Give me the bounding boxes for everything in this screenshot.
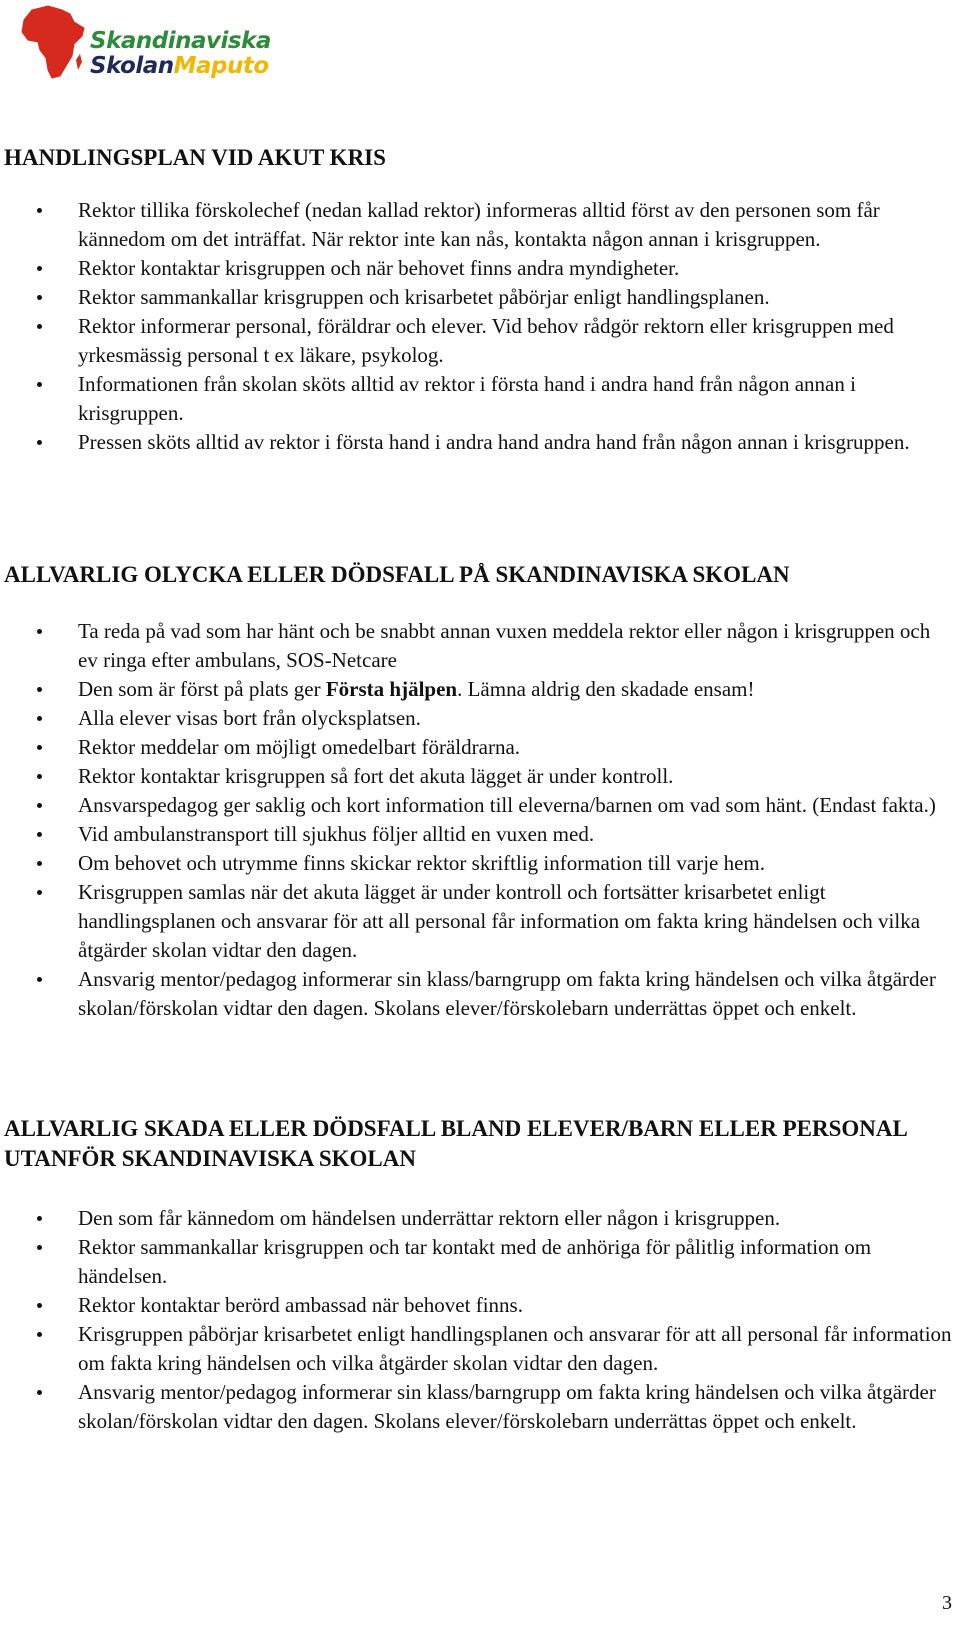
school-logo	[18, 4, 271, 84]
list-item-text-post: . Lämna aldrig den skadade ensam!	[457, 677, 755, 701]
first-aid-emphasis: Första hjälpen	[325, 677, 458, 701]
list-item-text: Krisgruppen samlas när det akuta lägget är under kontroll och fortsätter krisarbetet enligt handlingsplanen och ansvarar för att all personal får information om fakta kring händelsen och vilka åtgärder skolan vidtar den dagen.	[78, 880, 921, 962]
bullet-icon	[37, 1332, 42, 1337]
list-item	[0, 196, 952, 254]
list-item	[0, 878, 952, 965]
list-handlingsplan	[0, 196, 952, 457]
page-number: 3	[942, 1592, 952, 1614]
logo-text-line1: Skandinaviska	[90, 28, 271, 54]
bullet-icon	[37, 1303, 42, 1308]
heading-olycka-skolan: ALLVARLIG OLYCKA ELLER DÖDSFALL PÅ SKANDINAVISKA SKOLAN	[4, 562, 790, 587]
list-item	[0, 791, 952, 820]
list-item	[0, 1291, 952, 1320]
list-item-text: Ansvarig mentor/pedagog informerar sin klass/barngrupp om fakta kring händelsen och vilka åtgärder skolan/förskolan vidtar den dagen. Skolans elever/förskolebarn underrättas öppet och enkelt.	[78, 967, 936, 1020]
list-item	[0, 704, 952, 733]
list-item-text: Ta reda på vad som har hänt och be snabbt annan vuxen meddela rektor eller någon i krisgruppen och ev ringa efter ambulans, SOS-Netcare	[78, 619, 931, 672]
bullet-icon	[37, 687, 42, 692]
bullet-icon	[37, 1245, 42, 1250]
list-item	[0, 254, 952, 283]
list-item	[0, 617, 952, 675]
bullet-icon	[37, 295, 42, 300]
list-item	[0, 820, 952, 849]
list-item-text: Rektor meddelar om möjligt omedelbart föräldrarna.	[78, 735, 521, 759]
list-item-text: Om behovet och utrymme finns skickar rektor skriftlig information till varje hem.	[78, 851, 766, 875]
list-item-text: Pressen sköts alltid av rektor i första hand i andra hand andra hand från någon annan i krisgruppen.	[78, 430, 910, 454]
bullet-icon	[37, 832, 42, 837]
list-item	[0, 283, 952, 312]
bullet-icon	[37, 382, 42, 387]
bullet-icon	[37, 774, 42, 779]
list-item	[0, 1204, 952, 1233]
list-item-text: Rektor kontaktar berörd ambassad när behovet finns.	[78, 1293, 523, 1317]
bullet-icon	[37, 629, 42, 634]
list-item	[0, 965, 952, 1023]
list-item-text: Ansvarspedagog ger saklig och kort information till eleverna/barnen om vad som hänt. (Endast fakta.)	[78, 793, 936, 817]
bullet-icon	[37, 890, 42, 895]
list-item	[0, 370, 952, 428]
list-item-text: Informationen från skolan sköts alltid av rektor i första hand i andra hand från någon annan i krisgruppen.	[78, 372, 856, 425]
list-item-text: Ansvarig mentor/pedagog informerar sin klass/barngrupp om fakta kring händelsen och vilka åtgärder skolan/förskolan vidtar den dagen. Skolans elever/förskolebarn underrättas öppet och enkelt.	[78, 1380, 936, 1433]
list-item-text: Krisgruppen påbörjar krisarbetet enligt handlingsplanen och ansvarar för att all personal får information om fakta kring händelsen och vilka åtgärder skolan vidtar den dagen.	[78, 1322, 952, 1375]
list-item-text: Den som får kännedom om händelsen underrättar rektorn eller någon i krisgruppen.	[78, 1206, 781, 1230]
logo-text-line2	[90, 53, 269, 79]
list-item-text: Vid ambulanstransport till sjukhus följer alltid en vuxen med.	[78, 822, 595, 846]
heading-handlingsplan: HANDLINGSPLAN VID AKUT KRIS	[4, 145, 386, 170]
bullet-icon	[37, 440, 42, 445]
bullet-icon	[37, 803, 42, 808]
africa-map-icon	[18, 4, 90, 84]
bullet-icon	[37, 266, 42, 271]
list-item	[0, 1378, 952, 1436]
bullet-icon	[37, 1390, 42, 1395]
heading-skada-utanfor: ALLVARLIG SKADA ELLER DÖDSFALL BLAND ELEVER/BARN ELLER PERSONAL UTANFÖR SKANDINAVISKA SKOLAN	[4, 1116, 907, 1171]
list-item-text-pre: Den som är först på plats ger	[78, 677, 326, 701]
list-item	[0, 1233, 952, 1291]
list-item-text: Alla elever visas bort från olycksplatsen.	[78, 706, 421, 730]
logo-text-maputo: Maputo	[173, 53, 269, 79]
list-item	[0, 762, 952, 791]
list-item-text: Rektor sammankallar krisgruppen och tar kontakt med de anhöriga för pålitlig information om händelsen.	[78, 1235, 872, 1288]
list-item	[0, 733, 952, 762]
list-item	[0, 675, 952, 704]
list-item-text: Rektor tillika förskolechef (nedan kallad rektor) informeras alltid först av den personen som får kännedom om det inträffat. När rektor inte kan nås, kontakta någon annan i krisgruppen.	[78, 198, 880, 251]
bullet-icon	[37, 745, 42, 750]
list-item-text: Rektor informerar personal, föräldrar och elever. Vid behov rådgör rektorn eller krisgruppen med yrkesmässig personal t ex läkare, psykolog.	[78, 314, 894, 367]
bullet-icon	[37, 324, 42, 329]
list-item	[0, 1320, 952, 1378]
list-item-text: Rektor kontaktar krisgruppen så fort det akuta lägget är under kontroll.	[78, 764, 674, 788]
list-skada-utanfor	[0, 1204, 952, 1436]
bullet-icon	[37, 208, 42, 213]
bullet-icon	[37, 977, 42, 982]
list-item-text: Rektor kontaktar krisgruppen och när behovet finns andra myndigheter.	[78, 256, 680, 280]
bullet-icon	[37, 1216, 42, 1221]
list-item-text	[78, 677, 755, 701]
list-item-text: Rektor sammankallar krisgruppen och krisarbetet påbörjar enligt handlingsplanen.	[78, 285, 770, 309]
list-item	[0, 849, 952, 878]
bullet-icon	[37, 716, 42, 721]
logo-text-skolan: Skolan	[90, 53, 174, 79]
bullet-icon	[37, 861, 42, 866]
list-olycka-skolan	[0, 617, 952, 1023]
list-item	[0, 312, 952, 370]
list-item	[0, 428, 952, 457]
